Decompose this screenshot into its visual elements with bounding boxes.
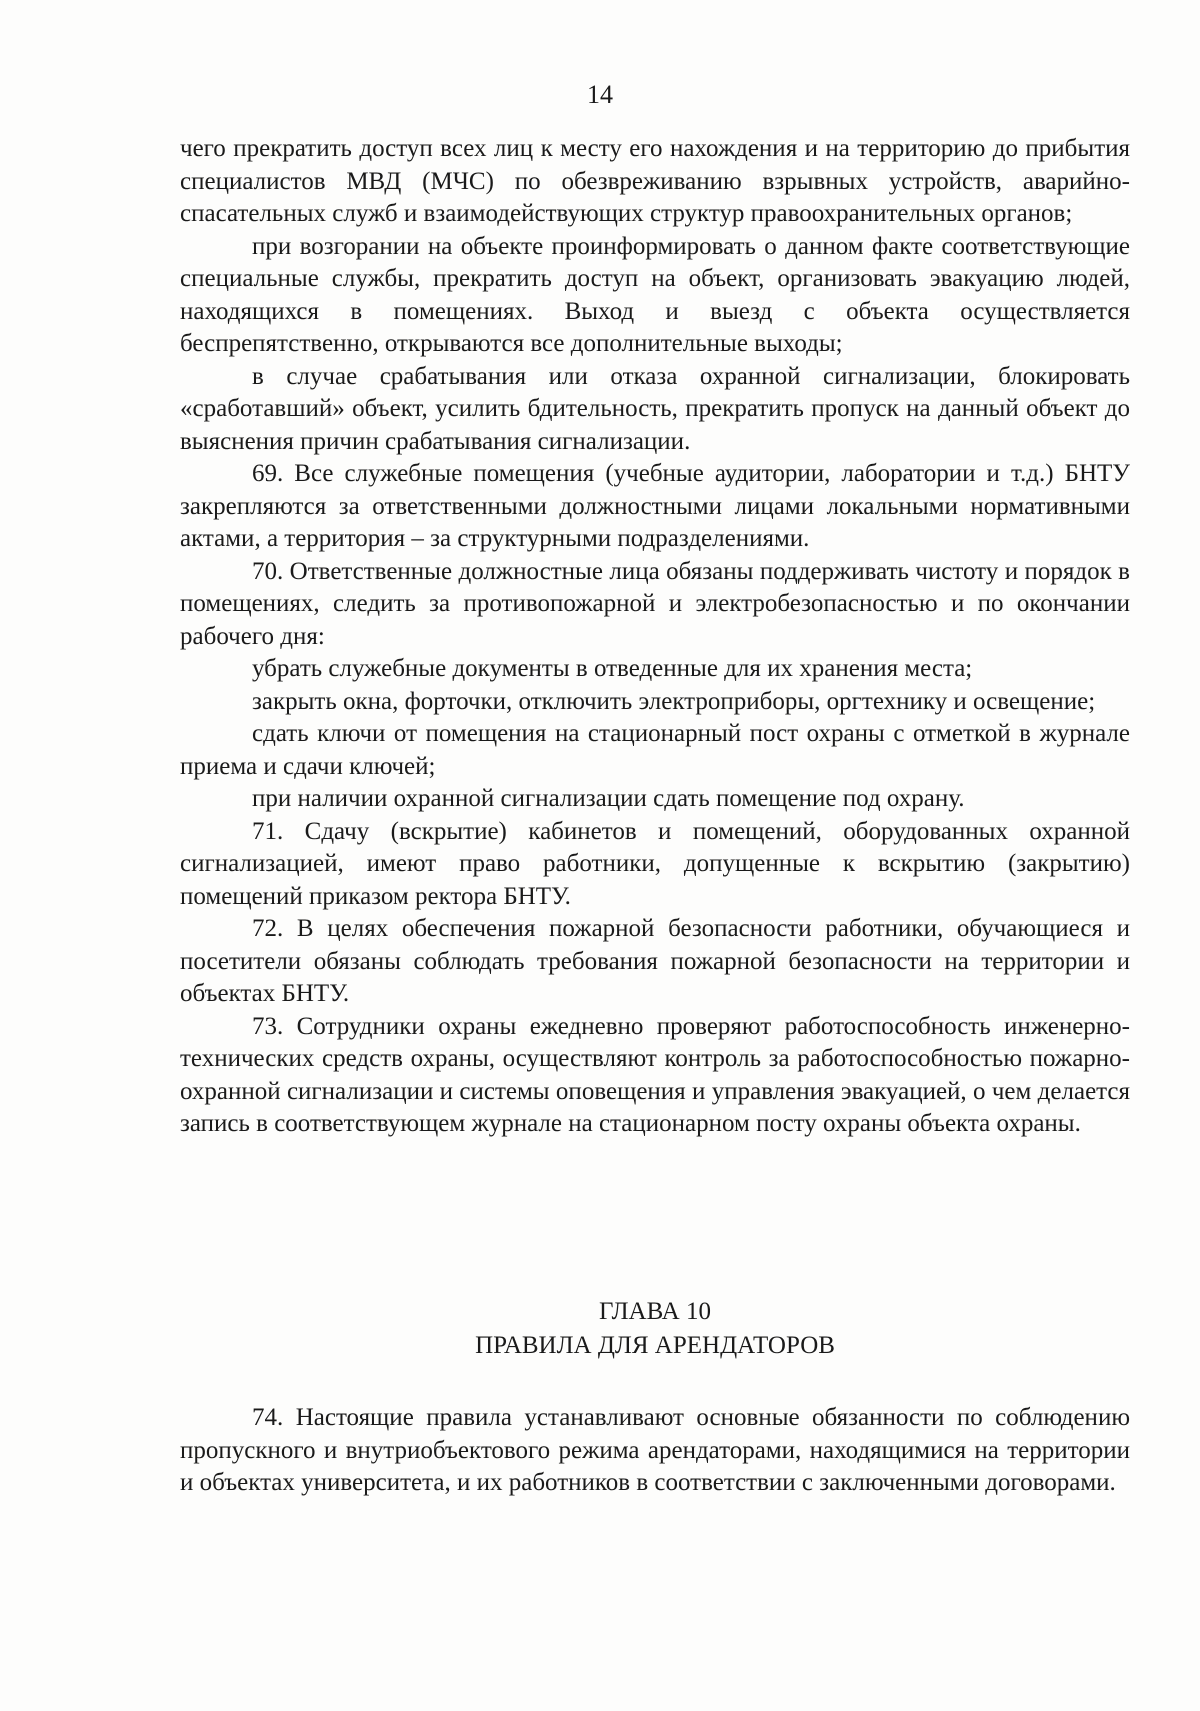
paragraph-alarm: в случае срабатывания или отказа охранной сигнализации, блокировать «сработавший» объект, усилить бдительность, прекратить пропуск на данный объект до выяснения причин срабатывания сигнализации.	[180, 362, 1130, 455]
paragraph-72: 72. В целях обеспечения пожарной безопасности работники, обучающиеся и посетители обязаны соблюдать требования пожарной безопасности на территории и объектах БНТУ.	[180, 915, 1130, 1007]
paragraph-security-alarm: при наличии охранной сигнализации сдать помещение под охрану.	[252, 785, 965, 812]
chapter-heading	[180, 1295, 1130, 1363]
chapter-text-block	[180, 1402, 1130, 1500]
paragraph-70: 70. Ответственные должностные лица обязаны поддерживать чистоту и порядок в помещениях, следить за противопожарной и электробезопасностью и по окончании рабочего дня:	[180, 557, 1130, 650]
paragraph-keys: сдать ключи от помещения на стационарный пост охраны с отметкой в журнале приема и сдачи ключей;	[180, 720, 1130, 780]
main-text-block	[180, 133, 1130, 1141]
paragraph-documents: убрать служебные документы в отведенные для их хранения места;	[252, 655, 973, 682]
paragraph-74: 74. Настоящие правила устанавливают основные обязанности по соблюдению пропускного и внутриобъектового режима арендаторами, находящимися на территории и объектах университета, и их работников в соответствии с заключенными договорами.	[180, 1404, 1130, 1496]
paragraph-71: 71. Сдачу (вскрытие) кабинетов и помещений, оборудованных охранной сигнализацией, имеют право работники, допущенные к вскрытию (закрытию) помещений приказом ректора БНТУ.	[180, 817, 1130, 910]
paragraph-73: 73. Сотрудники охраны ежедневно проверяют работоспособность инженерно-технических средств охраны, осуществляют контроль за работоспособностью пожарно-охранной сигнализации и системы оповещения и управления эвакуацией, о чем делается запись в соответствующем журнале на стационарном посту охраны объекта охраны.	[180, 1012, 1130, 1137]
paragraph-fire: при возгорании на объекте проинформировать о данном факте соответствующие специальные службы, прекратить доступ на объект, организовать эвакуацию людей, находящихся в помещениях. Выход и выезд с объекта осуществляется беспрепятственно, открываются все дополнительные выходы;	[180, 232, 1130, 357]
paragraph-69: 69. Все служебные помещения (учебные аудитории, лаборатории и т.д.) БНТУ закрепляются за ответственными должностными лицами локальными нормативными актами, а территория – за структурными подразделениями.	[180, 460, 1130, 552]
paragraph-windows: закрыть окна, форточки, отключить электроприборы, оргтехнику и освещение;	[252, 687, 1096, 715]
page-number: 14	[587, 80, 613, 109]
paragraph-continuation: чего прекратить доступ всех лиц к месту его нахождения и на территорию до прибытия специалистов МВД (МЧС) по обезвреживанию взрывных устройств, аварийно-спасательных служб и взаимодействующих структур правоохранительных органов;	[180, 135, 1130, 227]
chapter-title: ПРАВИЛА ДЛЯ АРЕНДАТОРОВ	[475, 1332, 835, 1359]
chapter-number: ГЛАВА 10	[599, 1298, 711, 1325]
